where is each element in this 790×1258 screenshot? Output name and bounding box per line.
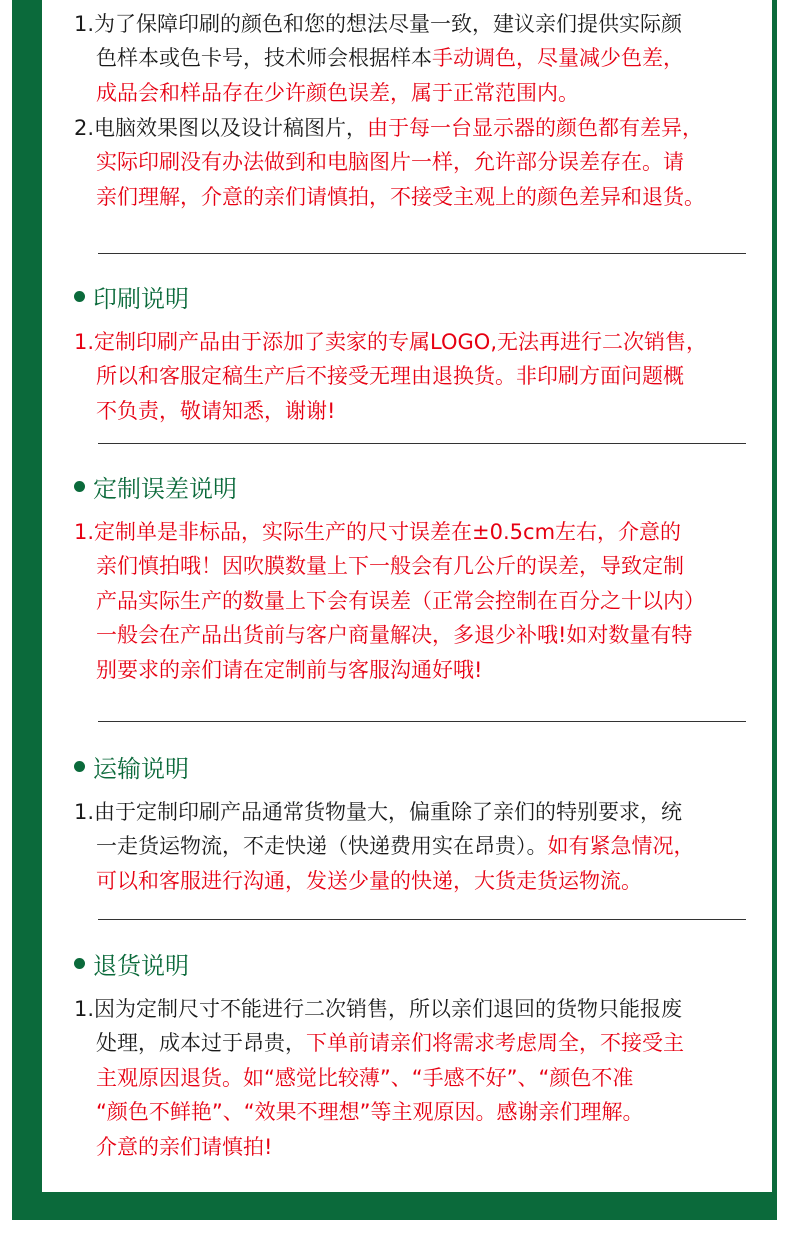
content-panel — [42, 0, 772, 1192]
highlight-text: 实际印刷没有办法做到和电脑图片一样，允许部分误差存在。请 — [96, 150, 684, 175]
highlight-text: “颜色不鲜艳”、“效果不理想”等主观原因。感谢亲们理解。 — [96, 1100, 644, 1125]
text-line — [74, 111, 772, 145]
text-line — [74, 76, 772, 110]
text-line — [74, 864, 772, 898]
custom-error-title: 定制误差说明 — [93, 474, 237, 503]
bullet-dot-icon — [74, 481, 85, 492]
highlight-text: 如有紧急情况， — [547, 834, 695, 859]
body-text: 1.因为定制尺寸不能进行二次销售，所以亲们退回的货物只能报废 — [74, 997, 683, 1021]
returns-text — [74, 992, 772, 1164]
highlight-text: 1.定制印刷产品由于添加了卖家的专属LOGO,无法再进行二次销售， — [74, 330, 707, 354]
bullet-dot-icon — [74, 291, 85, 302]
page-frame — [12, 0, 777, 1220]
text-line — [74, 41, 772, 75]
highlight-text: 主观原因退货。如“感觉比较薄”、“手感不好”、“颜色不准 — [96, 1065, 634, 1090]
printing-text — [74, 325, 772, 428]
text-line — [74, 1095, 772, 1129]
returns-title: 退货说明 — [93, 951, 189, 980]
body-text: 一走货运物流，不走快递（快递费用实在昂贵）。 — [96, 834, 548, 859]
text-line — [74, 653, 772, 687]
highlight-text: 亲们理解，介意的亲们请慎拍，不接受主观上的颜色差异和退货。 — [96, 184, 705, 209]
text-line — [74, 992, 772, 1026]
text-line — [74, 584, 772, 618]
text-line — [74, 1061, 772, 1095]
text-line — [74, 1026, 772, 1060]
printing-title: 印刷说明 — [93, 284, 189, 313]
highlight-text: 亲们慎拍哦！因吹膜数量上下一般会有几公斤的误差，导致定制 — [96, 554, 684, 579]
highlight-text: 一般会在产品出货前与客户商量解决，多退少补哦!如对数量有特 — [96, 623, 693, 648]
printing-heading — [74, 279, 189, 313]
shipping-title: 运输说明 — [93, 754, 189, 783]
highlight-text: 介意的亲们请慎拍! — [96, 1134, 273, 1159]
text-line — [74, 1130, 772, 1164]
text-line — [74, 618, 772, 652]
divider — [98, 443, 746, 444]
body-text: 1.为了保障印刷的颜色和您的想法尽量一致，建议亲们提供实际颜 — [74, 12, 683, 36]
body-text: 色样本或色卡号，技术师会根据样本 — [96, 46, 432, 71]
highlight-text: 不负责，敬请知悉，谢谢! — [96, 398, 336, 423]
text-line — [74, 394, 772, 428]
text-line — [74, 325, 772, 359]
shipping-text — [74, 795, 772, 898]
text-line — [74, 795, 772, 829]
shipping-heading — [74, 749, 189, 783]
highlight-text: 产品实际生产的数量上下会有误差（正常会控制在百分之十以内） — [96, 588, 705, 613]
text-line — [74, 7, 772, 41]
body-text: 1.由于定制印刷产品通常货物量大，偏重除了亲们的特别要求，统 — [74, 800, 683, 824]
text-line — [74, 829, 772, 863]
returns-heading — [74, 946, 189, 980]
text-line — [74, 180, 772, 214]
color-note-2 — [74, 111, 772, 214]
text-line — [74, 515, 772, 549]
text-line — [74, 359, 772, 393]
body-text: 处理，成本过于昂贵， — [96, 1031, 306, 1056]
highlight-text: 手动调色，尽量减少色差， — [432, 46, 684, 71]
text-line — [74, 145, 772, 179]
highlight-text: 可以和客服进行沟通，发送少量的快递，大货走货运物流。 — [96, 868, 642, 893]
custom-error-heading — [74, 469, 237, 503]
body-text: 2.电脑效果图以及设计稿图片， — [74, 116, 368, 140]
highlight-text: 下单前请亲们将需求考虑周全，不接受主 — [306, 1031, 684, 1056]
bullet-dot-icon — [74, 761, 85, 772]
text-line — [74, 549, 772, 583]
highlight-text: 1.定制单是非标品，实际生产的尺寸误差在±0.5cm左右，介意的 — [74, 520, 682, 544]
divider — [98, 919, 746, 920]
custom-error-text — [74, 515, 772, 687]
divider — [98, 721, 746, 722]
highlight-text: 别要求的亲们请在定制前与客服沟通好哦! — [96, 657, 483, 682]
highlight-text: 成品会和样品存在少许颜色误差，属于正常范围内。 — [96, 80, 579, 105]
bullet-dot-icon — [74, 958, 85, 969]
color-note-1 — [74, 7, 772, 110]
highlight-text: 由于每一台显示器的颜色都有差异， — [367, 116, 704, 140]
highlight-text: 所以和客服定稿生产后不接受无理由退换货。非印刷方面问题概 — [96, 364, 684, 389]
divider — [98, 253, 746, 254]
